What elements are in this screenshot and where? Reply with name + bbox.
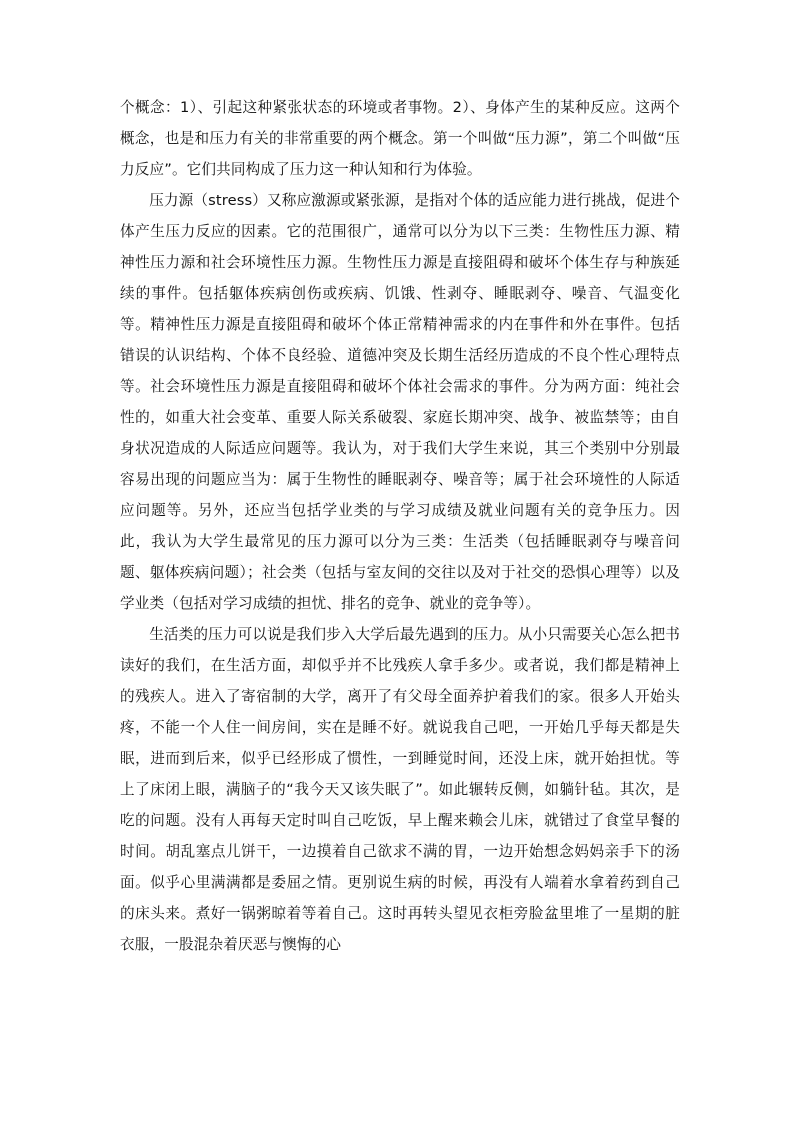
- paragraph-3: 生活类的压力可以说是我们步入大学后最先遇到的压力。从小只需要关心怎么把书读好的我们，在生活方面，却似乎并不比残疾人拿手多少。或者说，我们都是精神上的残疾人。进入了寄宿制的大学，离开了有父母全面养护着我们的家。很多人开始头疼，不能一个人住一间房间，实在是睡不好。就说我自己吧，一开始几乎每天都是失眠，进而到后来，似乎已经形成了惯性，一到睡觉时间，还没上床，就开始担忧。等上了床闭上眼，满脑子的“我今天又该失眠了”。如此辗转反侧，如躺针毡。其次，是吃的问题。没有人再每天定时叫自己吃饭，早上醒来赖会儿床，就错过了食堂早餐的时间。胡乱塞点儿饼干，一边摸着自己欲求不满的胃，一边开始想念妈妈亲手下的汤面。似乎心里满满都是委屈之情。更别说生病的时候，再没有人端着水拿着药到自己的床头来。煮好一锅粥晾着等着自己。这时再转头望见衣柜旁脸盆里堆了一星期的脏衣服，一股混杂着厌恶与懊悔的心: [120, 626, 680, 953]
- paragraph-1: 个概念：1）、引起这种紧张状态的环境或者事物。2）、身体产生的某种反应。这两个概念，也是和压力有关的非常重要的两个概念。第一个叫做“压力源”，第二个叫做“压力反应”。它们共同构成了压力这一种认知和行为体验。: [120, 99, 680, 178]
- paragraph-2: 压力源（stress）又称应激源或紧张源，是指对个体的适应能力进行挑战，促进个体产生压力反应的因素。它的范围很广，通常可以分为以下三类：生物性压力源、精神性压力源和社会环境性压力源。生物性压力源是直接阻碍和破坏个体生存与种族延续的事件。包括躯体疾病创伤或疾病、饥饿、性剥夺、睡眠剥夺、噪音、气温变化等。精神性压力源是直接阻碍和破坏个体正常精神需求的内在事件和外在事件。包括错误的认识结构、个体不良经验、道德冲突及长期生活经历造成的不良个性心理特点等。社会环境性压力源是直接阻碍和破坏个体社会需求的事件。分为两方面：纯社会性的，如重大社会变革、重要人际关系破裂、家庭长期冲突、战争、被监禁等；由自身状况造成的人际适应问题等。我认为，对于我们大学生来说，其三个类别中分别最容易出现的问题应当为：属于生物性的睡眠剥夺、噪音等；属于社会环境性的人际适应问题等。另外，还应当包括学业类的与学习成绩及就业问题有关的竞争压力。因此，我认为大学生最常见的压力源可以分为三类：生活类（包括睡眠剥夺与噪音问题、躯体疾病问题）；社会类（包括与室友间的交往以及对于社交的恐惧心理等）以及学业类（包括对学习成绩的担忧、排名的竞争、就业的竞争等）。: [120, 192, 680, 612]
- document-body: [120, 92, 680, 960]
